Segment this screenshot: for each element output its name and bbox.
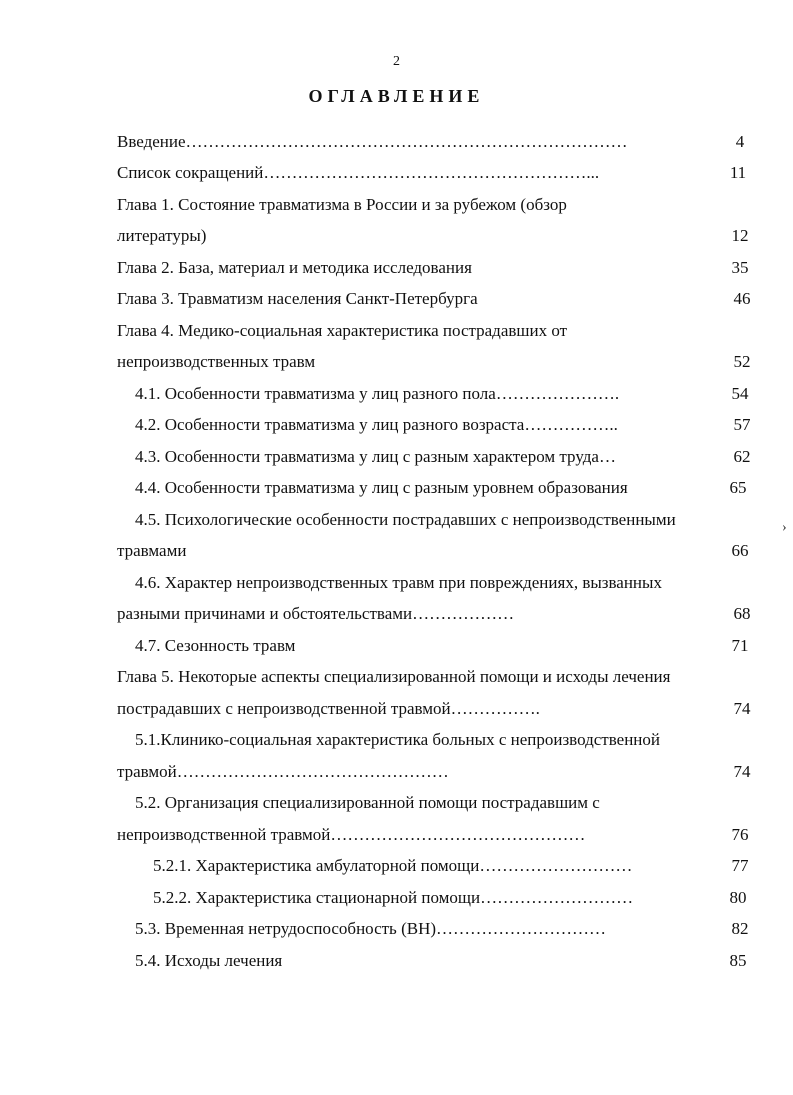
margin-mark: ›	[782, 520, 787, 535]
toc-entry-5-2-1	[0, 852, 793, 880]
toc-entry-text: литературы)	[117, 226, 207, 245]
toc-entry-introduction	[0, 128, 793, 156]
toc-entry-page: 54	[731, 384, 749, 403]
toc-entry-5-1-cont	[0, 758, 793, 786]
toc-entry-page: 52	[733, 352, 751, 371]
toc-entry-page: 74	[733, 699, 751, 718]
toc-entry-text: 4.7. Сезонность травм	[135, 636, 296, 655]
toc-entry-page: 85	[729, 951, 747, 970]
toc-entry-text: 4.5. Психологические особенности пострадавших с непроизводственными	[135, 510, 676, 529]
toc-entry-text: травмой…………………………………………	[117, 762, 449, 781]
toc-entry-5-1	[0, 726, 793, 754]
toc-entry-page: 65	[729, 478, 747, 497]
toc-entry-text: непроизводственной травмой………………………………………	[117, 825, 586, 844]
toc-entry-text: Глава 2. База, материал и методика исследования	[117, 258, 472, 277]
toc-entry-text: 5.1.Клинико-социальная характеристика больных с непроизводственной	[135, 730, 660, 749]
toc-entry-text: 4.4. Особенности травматизма у лиц с разным уровнем образования	[135, 478, 628, 497]
toc-entry-text: 5.4. Исходы лечения	[135, 951, 283, 970]
toc-entry-page: 68	[733, 604, 751, 623]
toc-entry-chapter-5	[0, 663, 793, 691]
toc-entry-4-1	[0, 380, 793, 408]
toc-entry-abbreviations	[0, 159, 793, 187]
page-number: 2	[393, 54, 400, 69]
toc-entry-page: 46	[733, 289, 751, 308]
toc-entry-chapter-4	[0, 317, 793, 345]
toc-entry-text: 4.2. Особенности травматизма у лиц разного возраста……………..	[135, 415, 618, 434]
toc-entry-page: 80	[729, 888, 747, 907]
toc-entry-text: 5.3. Временная нетрудоспособность (ВН)…………………………	[135, 919, 607, 938]
toc-entry-text: пострадавших с непроизводственной травмой…………….	[117, 699, 540, 718]
toc-entry-4-6-cont	[0, 600, 793, 628]
toc-entry-text: Глава 3. Травматизм населения Санкт-Петербурга	[117, 289, 478, 308]
toc-entry-4-6	[0, 569, 793, 597]
toc-entry-page: 66	[731, 541, 749, 560]
toc-entry-5-3	[0, 915, 793, 943]
toc-entry-4-3	[0, 443, 793, 471]
toc-entry-text: непроизводственных травм	[117, 352, 316, 371]
toc-entry-5-4	[0, 947, 793, 975]
toc-entry-text: Глава 1. Состояние травматизма в России и за рубежом (обзор	[117, 195, 567, 214]
toc-entry-4-5	[0, 506, 793, 534]
toc-entry-chapter-1-cont	[0, 222, 793, 250]
toc-entry-page: 82	[731, 919, 749, 938]
toc-entry-page: 62	[733, 447, 751, 466]
toc-entry-chapter-3	[0, 285, 793, 313]
toc-entry-4-7	[0, 632, 793, 660]
toc-entry-chapter-5-cont	[0, 695, 793, 723]
toc-entry-page: 77	[731, 856, 749, 875]
toc-entry-page: 12	[731, 226, 749, 245]
toc-entry-text: 5.2.1. Характеристика амбулаторной помощи………………………	[153, 856, 633, 875]
toc-entry-text: 4.3. Особенности травматизма у лиц с разным характером труда…	[135, 447, 616, 466]
toc-entry-chapter-4-cont	[0, 348, 793, 376]
toc-entry-page: 71	[731, 636, 749, 655]
toc-entry-text: 5.2.2. Характеристика стационарной помощи………………………	[153, 888, 634, 907]
toc-entry-5-2-2	[0, 884, 793, 912]
toc-entry-chapter-1	[0, 191, 793, 219]
toc-entry-text: 5.2. Организация специализированной помощи пострадавшим с	[135, 793, 600, 812]
toc-entry-text: Глава 5. Некоторые аспекты специализированной помощи и исходы лечения	[117, 667, 671, 686]
toc-entry-page: 76	[731, 825, 749, 844]
toc-entry-page: 11	[729, 163, 747, 182]
toc-entry-page: 35	[731, 258, 749, 277]
toc-entry-text: Список сокращений…………………………………………………...	[117, 163, 600, 182]
toc-entry-text: 4.1. Особенности травматизма у лиц разного пола………………….	[135, 384, 620, 403]
toc-entry-4-4	[0, 474, 793, 502]
toc-entry-page: 74	[733, 762, 751, 781]
toc-entry-text: 4.6. Характер непроизводственных травм при повреждениях, вызванных	[135, 573, 662, 592]
toc-entry-page: 4	[735, 132, 745, 151]
toc-entry-4-2	[0, 411, 793, 439]
toc-entry-text: Введение……………………………………………………………………	[117, 132, 628, 151]
toc-entry-text: Глава 4. Медико-социальная характеристика пострадавших от	[117, 321, 568, 340]
toc-entry-chapter-2	[0, 254, 793, 282]
toc-entry-5-2-cont	[0, 821, 793, 849]
toc-entry-text: разными причинами и обстоятельствами………………	[117, 604, 515, 623]
page-title: ОГЛАВЛЕНИЕ	[308, 86, 485, 106]
toc-entry-page: 57	[733, 415, 751, 434]
toc-entry-text: травмами	[117, 541, 187, 560]
toc-entry-4-5-cont	[0, 537, 793, 565]
toc-entry-5-2	[0, 789, 793, 817]
